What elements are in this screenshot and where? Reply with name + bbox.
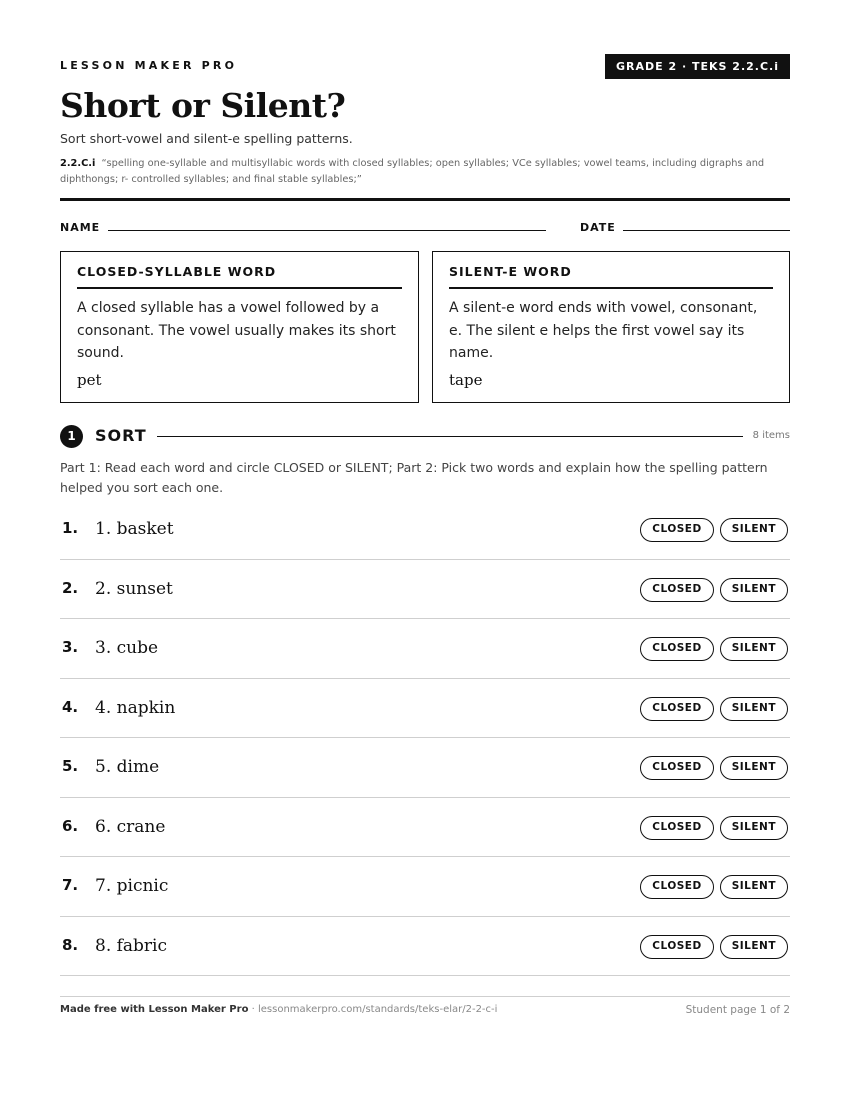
grade-badge: GRADE 2 · TEKS 2.2.C.i [605,54,790,79]
closed-choice-button[interactable]: CLOSED [640,578,713,602]
definition-text: A silent-e word ends with vowel, consonant, e. The silent e helps the first vowel say its name. [449,300,758,361]
silent-choice-button[interactable]: SILENT [720,816,788,840]
silent-choice-button[interactable]: SILENT [720,756,788,780]
choice-group [640,875,788,899]
item-word: 2. sunset [95,578,173,599]
item-number: 5. [62,757,79,775]
definition-example: tape [449,370,483,389]
section-title: SORT [95,426,147,445]
date-field-line[interactable] [623,230,790,231]
standard-description [60,156,790,188]
footer-url[interactable]: lessonmakerpro.com/standards/teks-elar/2-2-c-i [257,1004,498,1015]
choice-group [640,518,788,542]
footer-separator: · [251,1004,258,1015]
item-number: 1. [62,519,79,537]
standard-text: “spelling one-syllable and multisyllabic words with closed syllables; open syllables; VCe syllables; vowel teams, including digraphs and diphthongs; r- controlled syllables; and final stable syllables;” [60,158,765,185]
definition-card-silent-e [432,251,790,403]
name-field-line[interactable] [108,230,546,231]
header-divider [60,198,790,201]
choice-group [640,578,788,602]
sort-item-row [60,560,790,620]
sort-item-list [60,500,790,976]
sort-item-row [60,917,790,977]
definition-title: SILENT-E WORD [449,264,773,289]
item-number: 3. [62,638,79,656]
item-number: 6. [62,816,79,835]
sort-item-row [60,798,790,858]
item-word: 1. basket [95,519,174,539]
item-number: 2. [62,578,79,597]
footer-divider [60,996,790,997]
choice-group [640,935,788,959]
page-subtitle: Sort short-vowel and silent-e spelling patterns. [60,131,353,146]
sort-item-row [60,738,790,798]
silent-choice-button[interactable]: SILENT [720,518,788,542]
closed-choice-button[interactable]: CLOSED [640,637,713,661]
choice-group [640,637,788,661]
item-word: 6. crane [95,816,166,837]
page-title: Short or Silent? [60,86,346,125]
silent-choice-button[interactable]: SILENT [720,578,788,602]
section-instructions: Part 1: Read each word and circle CLOSED or SILENT; Part 2: Pick two words and explain how the spelling pattern helped you sort each one. [60,460,768,495]
closed-choice-button[interactable]: CLOSED [640,756,713,780]
definition-title: CLOSED-SYLLABLE WORD [77,264,402,289]
section-number-badge: 1 [60,425,83,448]
item-word: 3. cube [95,638,159,658]
silent-choice-button[interactable]: SILENT [720,697,788,721]
choice-group [640,816,788,840]
item-word: 4. napkin [95,697,176,718]
standard-code: 2.2.C.i [60,158,96,169]
choice-group [640,697,788,721]
item-word: 5. dime [95,757,160,777]
footer-credit [60,1004,497,1015]
closed-choice-button[interactable]: CLOSED [640,816,713,840]
closed-choice-button[interactable]: CLOSED [640,875,713,899]
footer-page-label: Student page 1 of 2 [685,1004,790,1016]
sort-item-row [60,857,790,917]
closed-choice-button[interactable]: CLOSED [640,935,713,959]
definition-example: pet [77,370,102,389]
sort-item-row [60,619,790,679]
item-number: 7. [62,876,79,894]
definition-card-closed [60,251,419,403]
sort-item-row [60,500,790,560]
item-number: 8. [62,935,79,954]
worksheet-page [60,0,790,1100]
item-count: 8 items [752,430,790,441]
date-label: DATE [580,221,616,234]
section-divider [157,436,743,437]
choice-group [640,756,788,780]
silent-choice-button[interactable]: SILENT [720,935,788,959]
item-word: 7. picnic [95,876,169,896]
brand-name: LESSON MAKER PRO [60,59,238,72]
footer-made-with: Made free with Lesson Maker Pro [60,1004,249,1015]
definition-text: A closed syllable has a vowel followed by a consonant. The vowel usually makes its short sound. [77,300,396,361]
name-label: NAME [60,221,101,234]
silent-choice-button[interactable]: SILENT [720,875,788,899]
silent-choice-button[interactable]: SILENT [720,637,788,661]
closed-choice-button[interactable]: CLOSED [640,518,713,542]
sort-item-row [60,679,790,739]
closed-choice-button[interactable]: CLOSED [640,697,713,721]
item-number: 4. [62,697,79,716]
item-word: 8. fabric [95,935,168,956]
